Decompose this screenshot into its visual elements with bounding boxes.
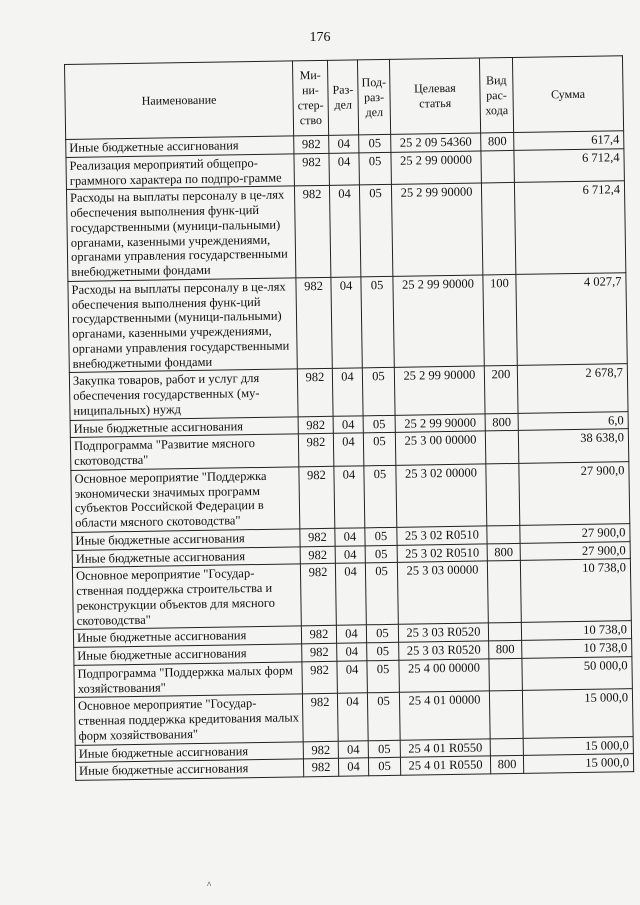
row-section: 04 — [337, 643, 367, 661]
row-expense-type: 800 — [487, 543, 520, 561]
row-section: 04 — [329, 135, 359, 153]
row-ministry: 982 — [298, 416, 333, 434]
header-section — [327, 60, 358, 135]
page-number: 176 — [309, 30, 331, 45]
row-subsection: 05 — [365, 527, 397, 545]
row-target-article: 25 3 02 00000 — [396, 464, 487, 527]
row-target-article: 25 4 01 00000 — [399, 691, 490, 740]
budget-table — [64, 55, 634, 781]
table-row — [71, 461, 630, 532]
row-section: 04 — [336, 625, 366, 643]
row-name: Расходы на выплаты персоналу в це-лях обеспечения выполнения функ-ций государственными (муници-пальными) органами, казенными учреждениями, органами управления государственными внебюджетными фондами — [68, 278, 297, 373]
row-ministry: 982 — [297, 369, 333, 417]
row-ministry: 982 — [303, 759, 338, 777]
row-target-article: 25 2 99 90000 — [394, 366, 485, 415]
row-subsection: 05 — [366, 625, 398, 643]
header-ministry-text: Ми- ни- стер- ство — [297, 67, 324, 128]
row-name: Иные бюджетные ассигнования — [75, 741, 303, 762]
row-expense-type — [490, 738, 523, 756]
row-subsection: 05 — [364, 465, 397, 527]
row-ministry: 982 — [298, 434, 334, 467]
header-subsection-text: Под- раз- дел — [361, 74, 387, 119]
row-amount: 50 000,0 — [522, 656, 632, 690]
row-name: Основное мероприятие "Государ-ственная поддержка кредитования малых форм хозяйствования" — [74, 694, 303, 745]
row-amount: 6 712,4 — [514, 148, 624, 182]
table-body — [66, 131, 634, 781]
row-subsection: 05 — [368, 740, 400, 758]
header-expense-type — [479, 57, 513, 133]
row-subsection: 05 — [367, 660, 400, 693]
header-expense-type-text: Вид рас- хода — [485, 72, 509, 117]
header-name: Наименование — [65, 61, 294, 140]
row-name: Иные бюджетные ассигнования — [66, 136, 294, 157]
row-subsection: 05 — [361, 276, 394, 368]
row-subsection: 05 — [368, 758, 400, 776]
header-ministry — [292, 60, 328, 136]
budget-table-container — [64, 55, 634, 781]
row-section: 04 — [334, 466, 365, 528]
row-ministry: 982 — [302, 694, 338, 742]
row-section: 04 — [329, 153, 360, 186]
row-amount: 15 000,0 — [523, 754, 633, 773]
table-header-row — [65, 56, 624, 140]
table-row — [66, 181, 625, 281]
row-section: 04 — [335, 545, 365, 563]
row-name: Иные бюджетные ассигнования — [72, 546, 300, 567]
table-row — [68, 272, 627, 372]
row-amount: 2 678,7 — [517, 364, 628, 413]
row-amount: 10 738,0 — [520, 559, 631, 623]
row-ministry: 982 — [303, 741, 338, 759]
row-target-article: 25 2 99 90000 — [395, 413, 485, 432]
row-target-article: 25 2 99 90000 — [393, 275, 484, 368]
row-name: Иные бюджетные ассигнования — [75, 759, 303, 780]
row-name: Иные бюджетные ассигнования — [74, 644, 302, 665]
row-ministry: 982 — [302, 661, 338, 694]
row-amount: 10 738,0 — [521, 621, 631, 640]
row-section: 04 — [337, 693, 368, 741]
row-amount: 15 000,0 — [522, 689, 633, 738]
row-section: 04 — [338, 740, 368, 758]
table-row — [72, 559, 631, 630]
row-subsection: 05 — [359, 185, 392, 277]
row-amount: 15 000,0 — [523, 736, 633, 755]
row-amount: 617,4 — [514, 131, 624, 150]
row-amount: 27 900,0 — [520, 523, 630, 542]
row-amount: 4 027,7 — [516, 272, 627, 365]
row-name: Подпрограмма "Поддержка малых форм хозяйствования" — [74, 662, 302, 698]
header-target-article — [389, 58, 480, 134]
row-name: Расходы на выплаты персоналу в це-лях обеспечения выполнения функ-ций государственными (муници-пальными) органами, казенными учреждениями, органами управления государственными внебюджетными фондами — [66, 186, 295, 281]
row-name: Основное мероприятие "Государ-ственная поддержка строительства и реконструкции объектов для мясного скотоводства" — [72, 564, 301, 630]
row-name: Основное мероприятие "Поддержка экономически значимых программ субъектов Российской Федерации в области мясного скотоводства" — [71, 467, 300, 533]
row-subsection: 05 — [367, 693, 400, 741]
row-name: Иные бюджетные ассигнования — [72, 529, 300, 550]
row-target-article: 25 4 00 00000 — [399, 659, 489, 693]
row-amount: 27 900,0 — [519, 461, 630, 525]
row-subsection: 05 — [359, 152, 392, 185]
row-expense-type: 800 — [485, 413, 518, 431]
row-amount: 10 738,0 — [522, 639, 632, 658]
row-target-article: 25 2 09 54360 — [391, 133, 481, 152]
row-section: 04 — [335, 528, 365, 546]
row-name: Подпрограмма "Развитие мясного скотоводства" — [70, 434, 298, 470]
row-amount: 6,0 — [518, 411, 628, 430]
row-ministry: 982 — [302, 643, 337, 661]
row-expense-type: 800 — [489, 640, 522, 658]
row-expense-type: 100 — [483, 274, 517, 366]
row-section: 04 — [333, 433, 364, 466]
row-expense-type — [487, 525, 520, 543]
row-target-article: 25 3 03 R0520 — [398, 623, 488, 642]
row-expense-type — [481, 150, 515, 183]
row-section: 04 — [335, 563, 366, 625]
row-expense-type — [489, 658, 523, 691]
row-section: 04 — [332, 368, 363, 416]
row-subsection: 05 — [367, 642, 399, 660]
row-ministry: 982 — [294, 186, 330, 278]
row-expense-type: 800 — [490, 756, 523, 774]
header-target-article-text: Целевая статья — [413, 80, 456, 111]
row-expense-type — [488, 623, 521, 641]
row-subsection: 05 — [362, 368, 395, 416]
row-section: 04 — [331, 277, 362, 369]
row-target-article: 25 3 03 R0520 — [399, 641, 489, 660]
row-amount: 38 638,0 — [518, 429, 628, 463]
row-section: 04 — [333, 415, 363, 433]
row-target-article: 25 3 00 00000 — [395, 431, 485, 465]
row-expense-type: 200 — [484, 366, 518, 414]
stray-mark: ^ — [207, 880, 212, 890]
row-subsection: 05 — [363, 415, 395, 433]
row-subsection: 05 — [363, 433, 396, 466]
row-ministry: 982 — [294, 153, 330, 186]
row-ministry: 982 — [300, 564, 336, 627]
header-section-text: Раз- дел — [332, 82, 354, 112]
row-subsection: 05 — [365, 545, 397, 563]
row-subsection: 05 — [359, 134, 391, 152]
row-target-article: 25 2 99 90000 — [391, 183, 482, 276]
row-target-article: 25 2 99 00000 — [391, 151, 481, 185]
row-ministry: 982 — [299, 466, 335, 529]
row-expense-type — [481, 183, 515, 275]
row-section: 04 — [329, 185, 360, 277]
header-subsection — [357, 59, 390, 134]
row-expense-type: 800 — [481, 132, 514, 150]
row-target-article: 25 3 02 R0510 — [397, 543, 487, 562]
row-name: Иные бюджетные ассигнования — [70, 416, 298, 437]
row-target-article: 25 4 01 R0550 — [400, 756, 490, 775]
row-subsection: 05 — [365, 563, 398, 625]
row-amount: 6 712,4 — [514, 181, 625, 274]
row-section: 04 — [338, 758, 368, 776]
row-expense-type — [487, 561, 521, 624]
row-expense-type — [489, 691, 523, 739]
header-amount: Сумма — [512, 56, 623, 133]
row-target-article: 25 4 01 R0550 — [400, 738, 490, 757]
row-name: Закупка товаров, работ и услуг для обеспечения государственных (му-ниципальных) нужд — [69, 369, 298, 420]
row-ministry: 982 — [301, 626, 336, 644]
row-expense-type — [485, 431, 519, 464]
row-ministry: 982 — [294, 135, 329, 153]
row-section: 04 — [337, 661, 368, 694]
row-name: Реализация мероприятий общепро-граммного характера по подпро-грамме — [66, 154, 294, 190]
row-amount: 27 900,0 — [520, 541, 630, 560]
row-ministry: 982 — [296, 277, 332, 369]
row-name: Иные бюджетные ассигнования — [73, 626, 301, 647]
row-expense-type — [486, 463, 520, 526]
row-ministry: 982 — [300, 546, 335, 564]
row-target-article: 25 3 02 R0510 — [397, 526, 487, 545]
row-ministry: 982 — [300, 528, 335, 546]
row-target-article: 25 3 03 00000 — [397, 561, 488, 624]
